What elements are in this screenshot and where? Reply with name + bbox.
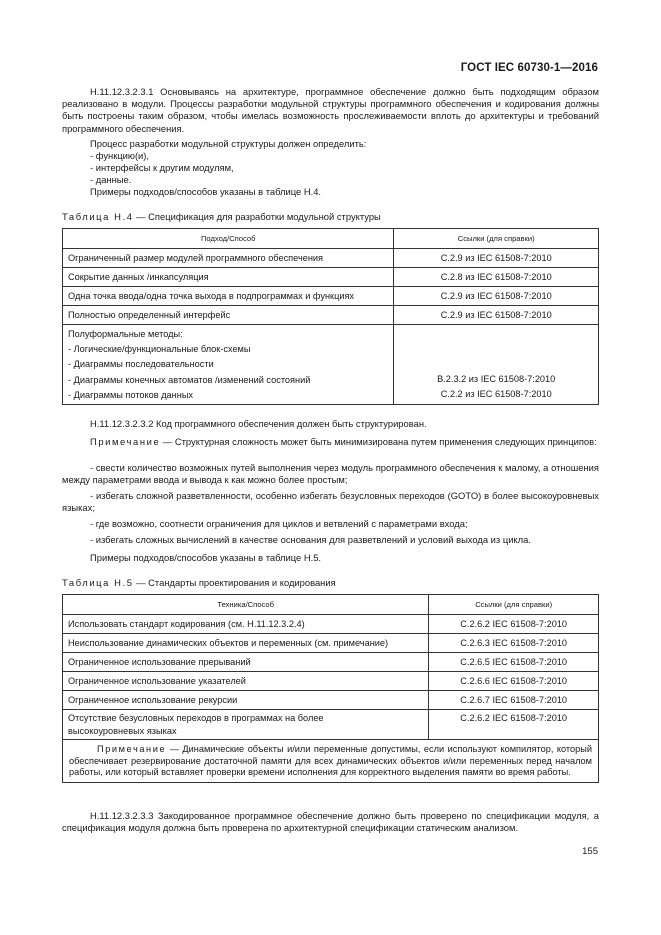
- table-h4: [62, 228, 599, 405]
- table-row: [63, 287, 599, 306]
- table-row: [63, 249, 599, 268]
- table-row: [63, 653, 599, 672]
- list-item: - Диаграммы конечных автоматов /изменений состояний: [68, 374, 311, 385]
- list-item: - Диаграммы потоков данных: [68, 389, 194, 400]
- note-label: Примечание: [90, 436, 161, 447]
- table-row: [63, 710, 599, 740]
- table-cell: Ограниченное использование прерываний: [63, 653, 429, 672]
- table-h4-header-method: Подход/Способ: [63, 229, 394, 249]
- table-row: [63, 325, 599, 405]
- table-h5-note: [63, 740, 599, 783]
- table-cell: С.2.9 из IEC 61508-7:2010: [394, 306, 599, 325]
- table-cell: Сокрытие данных /инкапсуляция: [63, 268, 394, 287]
- table-cell: С.2.9 из IEC 61508-7:2010: [394, 249, 599, 268]
- table-cell: С.2.8 из IEC 61508-7:2010: [394, 268, 599, 287]
- table-h4-caption: [62, 211, 381, 222]
- table-cell: Ограниченное использование указателей: [63, 672, 429, 691]
- table-h5-title: — Стандарты проектирования и кодирования: [133, 577, 336, 588]
- table-cell: С.2.6.2 IEC 61508-7:2010: [429, 615, 599, 634]
- table-h5: [62, 594, 599, 783]
- note-structure: [62, 436, 599, 448]
- table-cell: Полностью определенный интерфейс: [63, 306, 394, 325]
- table-cell: Ограниченный размер модулей программного обеспечения: [63, 249, 394, 268]
- list-item: - интерфейсы к другим модулям,: [90, 162, 234, 173]
- list-item: - функцию(и),: [90, 150, 150, 161]
- table-cell: Неиспользование динамических объектов и переменных (см. примечание): [63, 634, 429, 653]
- table-h5-label: Таблица Н.5: [62, 577, 134, 588]
- table-row: [63, 268, 599, 287]
- table-cell: Одна точка ввода/одна точка выхода в подпрограммах и функциях: [63, 287, 394, 306]
- table-row: [63, 615, 599, 634]
- paragraph-3-2-3-1: Н.11.12.3.2.3.1 Основываясь на архитектуре, программное обеспечение должно быть подходящим образом реализовано в модули. Процессы разработки модульной структуры программного обеспечения и кодирования должны быть построены таким образом, чтобы имелась возможность прослеживаемости вплоть до архитектуры и требований программного обеспечения.: [62, 86, 599, 134]
- table-h4-title: — Спецификация для разработки модульной структуры: [133, 211, 381, 222]
- table-h4-header-refs: Ссылки (для справки): [394, 229, 599, 249]
- table-h4-label: Таблица Н.4: [62, 211, 134, 222]
- list-item: - данные.: [90, 174, 132, 185]
- table-cell: С.2.6.7 IEC 61508-7:2010: [429, 691, 599, 710]
- table-row: [63, 306, 599, 325]
- table-cell: [394, 325, 599, 405]
- examples-ref-h4: Примеры подходов/способов указаны в таблице Н.4.: [90, 186, 322, 197]
- table-h5-header-method: Техника/Способ: [63, 595, 429, 615]
- bullet-paths: - свести количество возможных путей выполнения через модуль программного обеспечения к малому, а отношения между параметрами ввода и вывода к как можно более простым;: [62, 462, 599, 486]
- table-h5-header-refs: Ссылки (для справки): [429, 595, 599, 615]
- bullet-loops: - где возможно, соотнести ограничения для циклов и ветвлений с параметрами входа;: [90, 518, 468, 529]
- examples-ref-h5: Примеры подходов/способов указаны в таблице Н.5.: [90, 552, 322, 563]
- table-row: [63, 740, 599, 783]
- note-label: Примечание: [97, 744, 167, 754]
- semiformal-title: Полуформальные методы:: [68, 329, 183, 339]
- table-cell: С.2.6.3 IEC 61508-7:2010: [429, 634, 599, 653]
- list-item: - Логические/функциональные блок-схемы: [68, 344, 251, 355]
- standard-header: ГОСТ IEC 60730-1—2016: [460, 62, 598, 74]
- list-item: - Диаграммы последовательности: [68, 359, 214, 370]
- table-row: [63, 634, 599, 653]
- table-h5-caption: [62, 577, 336, 588]
- note-text: — Динамические объекты и/или переменные допустимы, если используют компилятор, который обеспечивает резервирование достаточной памяти для всех динамических объектов и/или переменных перед началом работы, или который вставляет проверки времени исполнения для корректного выделения памяти во время работы.: [69, 744, 592, 778]
- ref-c22: С.2.2 из IEC 61508-7:2010: [440, 389, 552, 400]
- paragraph-3-2-3-2: Н.11.12.3.2.3.2 Код программного обеспечения должен быть структурирован.: [90, 418, 427, 429]
- table-cell: С.2.6.5 IEC 61508-7:2010: [429, 653, 599, 672]
- table-cell: Использовать стандарт кодирования (см. Н.11.12.3.2.4): [63, 615, 429, 634]
- table-cell: С.2.6.6 IEC 61508-7:2010: [429, 672, 599, 691]
- note-text: — Структурная сложность может быть минимизирована путем применения следующих принципов:: [160, 436, 597, 447]
- process-lead: Процесс разработки модульной структуры должен определить:: [90, 138, 367, 149]
- table-row: [63, 691, 599, 710]
- paragraph-3-2-3-3: Н.11.12.3.2.3.3 Закодированное программное обеспечение должно быть проверено по спецификации модуля, а спецификация модуля должна быть проверена по архитектурной спецификации статическим анализом.: [62, 810, 599, 834]
- table-cell: С.2.6.2 IEC 61508-7:2010: [429, 710, 599, 740]
- bullet-calc: - избегать сложных вычислений в качестве основания для разветвлений и условий выхода из цикла.: [90, 534, 531, 545]
- table-cell: Отсутствие безусловных переходов в программах на более высокоуровневых языках: [63, 710, 429, 740]
- table-cell: С.2.9 из IEC 61508-7:2010: [394, 287, 599, 306]
- bullet-goto: - избегать сложной разветвленности, особенно избегать безусловных переходов (GOTO) в более высокоуровневых языках;: [62, 490, 599, 514]
- table-cell: Ограниченное использование рекурсии: [63, 691, 429, 710]
- table-cell: [63, 325, 394, 405]
- ref-b232: В.2.3.2 из IEC 61508-7:2010: [437, 374, 556, 385]
- page-number: 155: [582, 846, 598, 857]
- table-row: [63, 672, 599, 691]
